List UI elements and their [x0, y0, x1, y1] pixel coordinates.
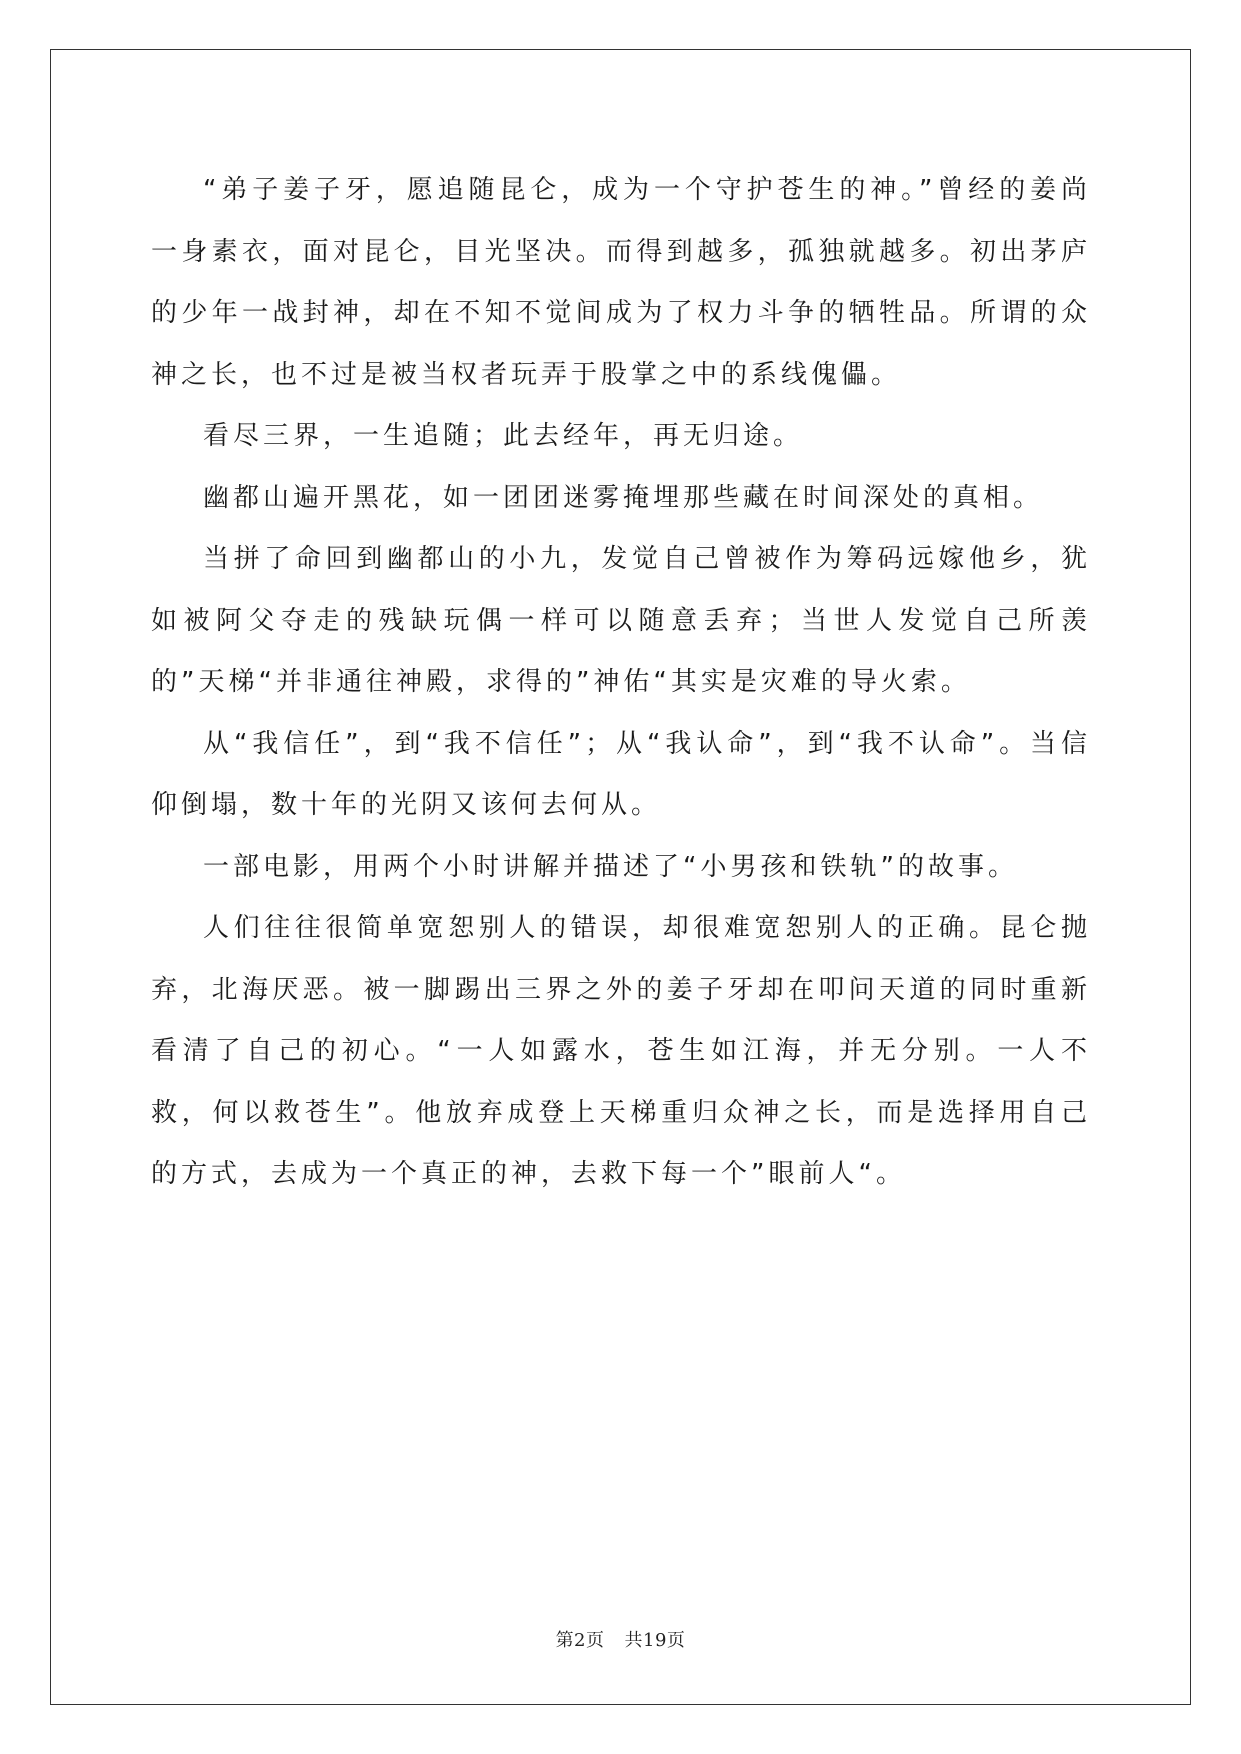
- paragraph-3: 幽都山遍开黑花，如一团团迷雾掩埋那些藏在时间深处的真相。: [203, 482, 1044, 513]
- paragraph-5: 从“我信任”，到“我不信任”；从“我认命”，到“我不认命”。当信仰倒塌，数十年的光阴又该何去何从。: [151, 728, 1091, 820]
- paragraph-7: 人们往往很简单宽恕别人的错误，却很难宽恕别人的正确。昆仑抛弃，北海厌恶。被一脚踢出三界之外的姜子牙却在叩问天道的同时重新看清了自己的初心。“一人如露水，苍生如江海，并无分别。一人不救，何以救苍生”。他放弃成登上天梯重归众神之长，而是选择用自己的方式，去成为一个真正的神，去救下每一个”眼前人“。: [151, 913, 1091, 1189]
- paragraph-6: 一部电影，用两个小时讲解并描述了“小男孩和铁轨”的故事。: [203, 851, 1018, 882]
- paragraph-4: 当拼了命回到幽都山的小九，发觉自己曾被作为筹码远嫁他乡，犹如被阿父夺走的残缺玩偶一样可以随意丢弃；当世人发觉自己所羡的”天梯“并非通往神殿，求得的”神佑“其实是灾难的导火索。: [151, 544, 1091, 697]
- paragraph-2: 看尽三界，一生追随；此去经年，再无归途。: [203, 421, 804, 451]
- page-footer: [0, 1626, 1241, 1652]
- paragraph-1: “弟子姜子牙，愿追随昆仑，成为一个守护苍生的神。”曾经的姜尚一身素衣，面对昆仑，目光坚决。而得到越多，孤独就越多。初出茅庐的少年一战封神，却在不知不觉间成为了权力斗争的牺牲品。所谓的众神之长，也不过是被当权者玩弄于股掌之中的系线傀儡。: [151, 175, 1091, 390]
- document-body: [151, 160, 1091, 1206]
- page-total: 共19页: [624, 1630, 686, 1651]
- page-number: 第2页: [555, 1630, 605, 1651]
